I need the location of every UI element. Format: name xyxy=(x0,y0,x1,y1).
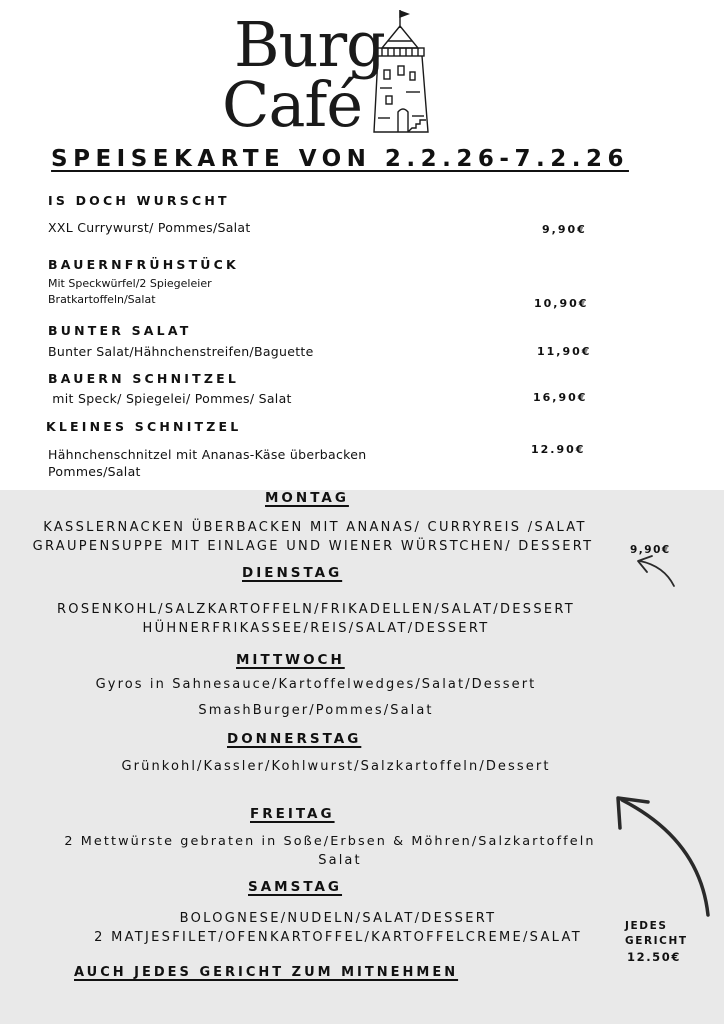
day-heading-monday: MONTAG xyxy=(265,490,349,506)
dish-price: 12.90€ xyxy=(531,443,586,456)
dish-description: Pommes/Salat xyxy=(48,464,141,479)
dish-price: 10,90€ xyxy=(534,297,589,310)
weekly-dish-line: HÜHNERFRIKASSEE/REIS/SALAT/DESSERT xyxy=(142,621,490,636)
dish-name: BUNTER SALAT xyxy=(48,323,192,338)
page-title: SPEISEKARTE VON 2.2.26-7.2.26 xyxy=(51,146,629,172)
dish-description: XXL Currywurst/ Pommes/Salat xyxy=(48,220,251,235)
logo-text-burg: Burg xyxy=(234,8,385,81)
dish-description: Bunter Salat/Hähnchenstreifen/Baguette xyxy=(48,344,314,359)
weekly-dish-line: 2 Mettwürste gebraten in Soße/Erbsen & Möhren/Salzkartoffeln xyxy=(64,834,596,849)
weekly-dish-line: KASSLERNACKEN ÜBERBACKEN MIT ANANAS/ CURRYREIS /SALAT xyxy=(43,520,587,535)
day-heading-thursday: DONNERSTAG xyxy=(227,731,362,747)
takeaway-note: AUCH JEDES GERICHT ZUM MITNEHMEN xyxy=(74,965,459,980)
dish-description: Bratkartoffeln/Salat xyxy=(48,293,156,306)
logo-text-cafe: Café xyxy=(222,68,363,141)
day-heading-saturday: SAMSTAG xyxy=(248,879,343,895)
dish-price: 11,90€ xyxy=(537,345,592,358)
dish-price: 9,90€ xyxy=(542,223,587,236)
weekly-dish-line: Gyros in Sahnesauce/Kartoffelwedges/Salat/Dessert xyxy=(95,677,537,692)
day-heading-wednesday: MITTWOCH xyxy=(236,652,345,668)
weekly-dish-line: Salat xyxy=(318,853,362,868)
monday-price: 9,90€ xyxy=(630,544,671,556)
every-dish-price-value: 12.50€ xyxy=(627,950,681,964)
weekly-dish-line: SmashBurger/Pommes/Salat xyxy=(198,703,434,718)
dish-description: Hähnchenschnitzel mit Ananas-Käse überbacken xyxy=(48,447,367,462)
dish-description: Mit Speckwürfel/2 Spiegeleier xyxy=(48,277,212,290)
dish-name: BAUERNFRÜHSTÜCK xyxy=(48,257,239,272)
day-heading-friday: FREITAG xyxy=(250,806,335,822)
dish-name: KLEINES SCHNITZEL xyxy=(46,419,242,434)
dish-price: 16,90€ xyxy=(533,391,588,404)
weekly-dish-line: 2 MATJESFILET/OFENKARTOFFEL/KARTOFFELCREME/SALAT xyxy=(94,930,582,945)
weekly-dish-line: Grünkohl/Kassler/Kohlwurst/Salzkartoffeln/Dessert xyxy=(121,759,551,774)
weekly-dish-line: ROSENKOHL/SALZKARTOFFELN/FRIKADELLEN/SALAT/DESSERT xyxy=(56,602,576,617)
dish-name: BAUERN SCHNITZEL xyxy=(48,371,239,386)
weekly-dish-line: GRAUPENSUPPE MIT EINLAGE UND WIENER WÜRSTCHEN/ DESSERT xyxy=(32,539,594,554)
weekly-dish-line: BOLOGNESE/NUDELN/SALAT/DESSERT xyxy=(179,911,497,926)
day-heading-tuesday: DIENSTAG xyxy=(242,565,343,581)
every-dish-price-label: GERICHT xyxy=(625,935,688,947)
dish-description: mit Speck/ Spiegelei/ Pommes/ Salat xyxy=(48,391,292,406)
dish-name: IS DOCH WURSCHT xyxy=(48,193,230,208)
every-dish-price-label: JEDES xyxy=(625,920,668,932)
